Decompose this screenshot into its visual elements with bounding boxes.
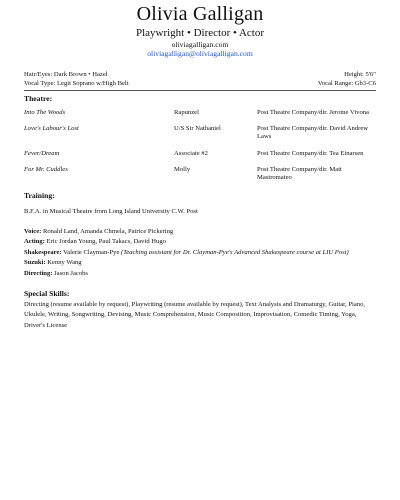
email-link[interactable]: oliviagalligan@oliviagalligan.com — [147, 49, 253, 58]
acting-label: Acting: — [24, 238, 45, 246]
skills-text: Directing (resume available by request), Playwriting (resume available by request), Text Analysis and Dramaturgy, Guitar, Piano, Ukulele, Writing, Songwriting, Devising, Music Comprehension, Music Composition, Improvisation, Comedic Timing, Yoga, Driver's License — [24, 300, 366, 329]
profession-subtitle: Playwright • Director • Actor — [135, 27, 265, 39]
credit-row — [24, 150, 376, 158]
acting-line — [24, 237, 376, 248]
degree-text: B.F.A. in Musical Theatre from Long Island University C.W. Post — [24, 208, 198, 216]
stats-right — [318, 71, 376, 88]
company: Post Theatre Company/dir. Tea Einarsen — [257, 149, 364, 157]
height: Height: 5'6" — [344, 71, 376, 78]
show-title: Fever/Dream — [24, 149, 60, 157]
training-list — [24, 227, 376, 280]
credit-row — [24, 166, 376, 182]
theatre-heading: Theatre: — [24, 94, 53, 103]
credit-row — [24, 109, 376, 117]
theatre-credits — [24, 109, 376, 182]
skills-heading: Special Skills: — [24, 288, 70, 298]
training-heading: Training: — [24, 191, 55, 201]
credit-row — [24, 125, 376, 141]
shakespeare-label: Shakespeare: — [24, 248, 62, 256]
company: Post Theatre Company/dir. Matt Mastromateo — [257, 166, 342, 182]
stats-left — [24, 71, 129, 88]
show-title: Into The Woods — [24, 109, 66, 116]
suzuki-line — [24, 258, 376, 269]
role: U/S Sir Nathaniel — [174, 125, 221, 133]
directing-teacher: Jason Jacobs — [52, 269, 88, 277]
suzuki-teacher: Kenny Wang — [45, 259, 82, 267]
company: Post Theatre Company/dir. David Andrew Laws — [257, 125, 369, 141]
shakespeare-note: (Teaching assistant for Dr. Clayman-Pye's Advanced Shakespeare course at LIU Post) — [121, 248, 349, 256]
role: Associate #2 — [174, 149, 208, 157]
voice-label: Voice: — [24, 227, 42, 235]
website-text: oliviagalligan.com — [171, 40, 229, 49]
voice-teachers: Ronald Land, Amanda Chmela, Patrice Pickering — [41, 227, 174, 235]
suzuki-label: Suzuki: — [24, 259, 46, 267]
voice-line — [24, 227, 376, 238]
role: Molly — [174, 166, 191, 174]
hair-eyes: Hair/Eyes: Dark Brown • Hazel — [24, 71, 108, 78]
directing-label: Directing: — [24, 269, 53, 277]
person-name: Olivia Galligan — [136, 3, 264, 25]
company: Post Theatre Company/dir. Jerome Vivona — [257, 109, 369, 116]
resume-header — [24, 0, 376, 58]
role: Rapunzel — [174, 109, 199, 116]
divider-line — [24, 90, 376, 91]
vocal-type: Vocal Type: Legit Soprano w/High Belt — [24, 79, 129, 87]
show-title: For Mr. Cuddles — [24, 166, 68, 174]
shakespeare-line — [24, 248, 376, 259]
directing-line — [24, 269, 376, 280]
physical-stats — [24, 71, 376, 88]
show-title: Love's Labour's Lost — [24, 125, 79, 133]
vocal-range: Vocal Range: Gb3-C6 — [317, 79, 376, 87]
acting-teachers: Eric Jordan Young, Paul Takacs, David Hugo — [44, 238, 166, 246]
shakespeare-teacher: Valerie Clayman-Pye — [61, 248, 122, 256]
